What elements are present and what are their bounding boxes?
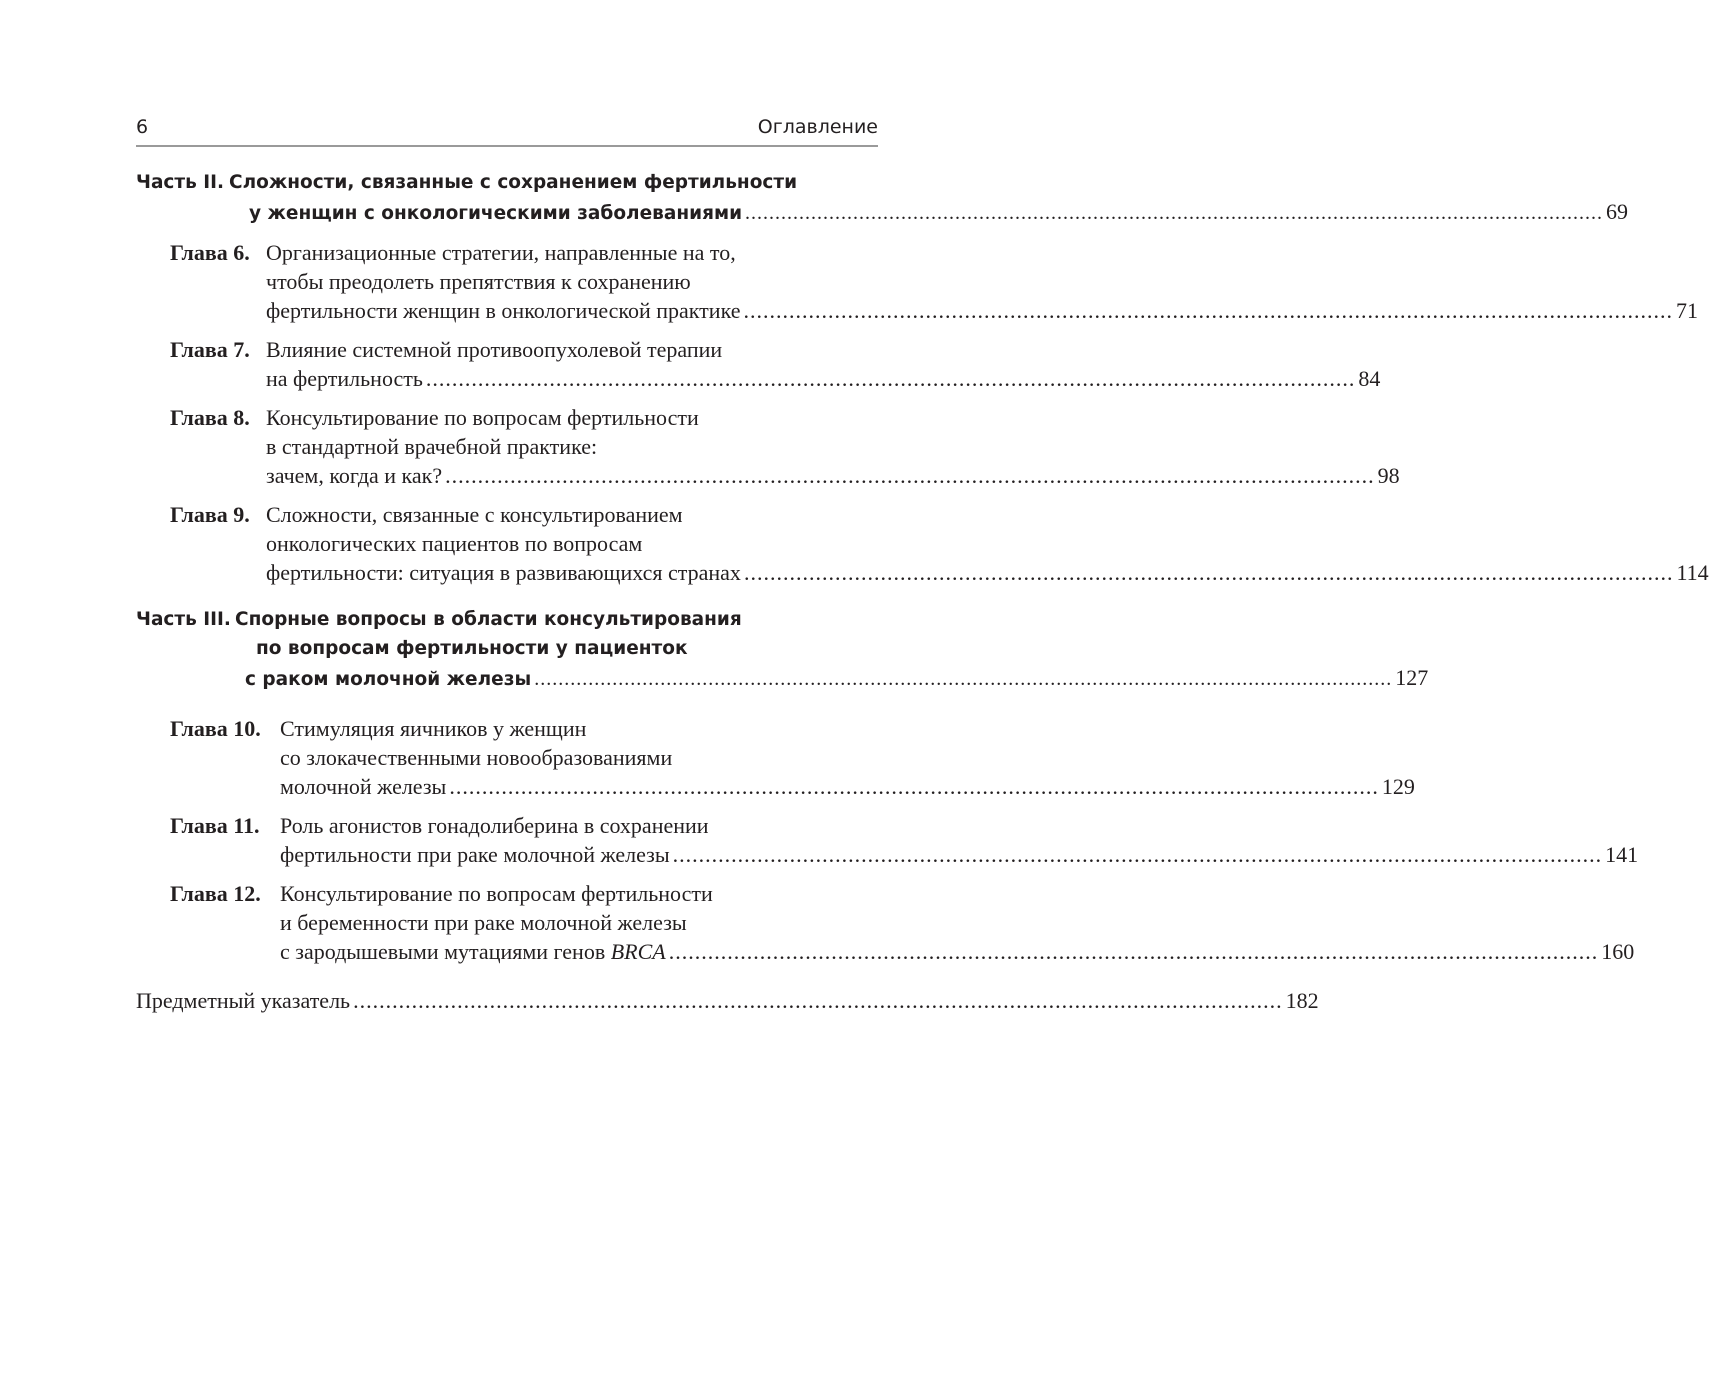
part-title-line-last [136,663,1429,694]
chapter-label: Глава 12. [170,881,261,906]
chapter-title-line: Сложности, связанные с консультированием [266,502,683,527]
page-ref: 69 [1606,199,1629,224]
chapter-title-line-last [136,296,1698,325]
chapter-title-line: и беременности при раке молочной железы [280,910,687,935]
index-label: Предметный указатель [136,988,351,1013]
chapter-title-line: Роль агонистов гонадолиберина в сохранении [280,813,709,838]
chapter-title-line: Консультирование по вопросам фертильности [266,405,699,430]
toc-chapter-7[interactable] [136,335,1381,393]
running-title: Оглавление [757,116,878,138]
part-title-line: Сложности, связанные с сохранением фертильности [229,172,798,193]
chapter-title-plain: с зародышевыми мутациями генов [280,939,606,964]
leader-dots: ............................................................................................................................................... [743,560,1674,585]
part-label: Часть III. [136,609,231,630]
page-header [136,112,878,142]
chapter-title-line: со злокачественными новообразованиями [280,745,673,770]
toc-chapter-8[interactable] [136,403,1400,490]
chapter-label: Глава 10. [170,716,261,741]
chapter-title-text: зачем, когда и как? [266,463,443,488]
toc-chapter-9[interactable] [136,500,1709,587]
chapter-title-line-last [136,461,1400,490]
page-ref: 141 [1605,842,1639,867]
chapter-label: Глава 9. [170,502,250,527]
index-line [136,986,1319,1015]
chapter-title-line: онкологических пациентов по вопросам [266,531,643,556]
chapter-title-line: Организационные стратегии, направленные на то, [266,240,736,265]
toc-chapter-12[interactable] [136,879,1635,966]
chapter-label: Глава 7. [170,337,250,362]
toc-index[interactable] [136,986,1319,1015]
chapter-title-line: Консультирование по вопросам фертильности [280,881,713,906]
toc-chapter-11[interactable] [136,811,1639,869]
part-title-text: у женщин с онкологическими заболеваниями [249,203,743,224]
leader-dots: ............................................................................................................................................... [445,463,1375,488]
page-ref: 114 [1676,560,1709,585]
page-ref: 129 [1381,774,1415,799]
page-number: 6 [136,116,149,138]
chapter-title-line: в стандартной врачебной практике: [266,434,598,459]
leader-dots: ............................................................................................................................................... [668,939,1599,964]
header-rule [136,145,878,147]
leader-dots: ............................................................................................................................................... [534,668,1393,690]
page-ref: 71 [1675,298,1698,323]
page-ref: 182 [1285,988,1319,1013]
chapter-title-line-last [136,772,1415,801]
leader-dots: ............................................................................................................................................... [672,842,1603,867]
chapter-title-line-last [136,937,1635,966]
chapter-label: Глава 11. [170,813,260,838]
chapter-title-line-last [136,558,1709,587]
chapter-title-line: Стимуляция яичников у женщин [280,716,587,741]
part-title-line: Спорные вопросы в области консультирования [235,609,742,630]
part-title-text: с раком молочной железы [245,669,532,690]
chapter-title-text: молочной железы [280,774,447,799]
leader-dots: ............................................................................................................................................... [743,298,1673,323]
toc-chapter-6[interactable] [136,238,1698,325]
table-of-contents [136,168,1709,1015]
chapter-title-line-last [136,364,1381,393]
page-ref: 84 [1358,366,1381,391]
leader-dots: ............................................................................................................................................... [745,202,1604,224]
leader-dots: ............................................................................................................................................... [425,366,1356,391]
chapter-title-text: фертильности: ситуация в развивающихся странах [266,560,741,585]
part-title-line: по вопросам фертильности у пациенток [256,638,688,659]
chapter-title-line-last [136,840,1639,869]
toc-part-2[interactable] [136,168,1629,228]
chapter-title-text [280,937,666,966]
chapter-title-line: Влияние системной противоопухолевой терапии [266,337,723,362]
toc-part-3[interactable] [136,605,1429,694]
gene-name: BRCA [610,939,666,964]
chapter-label: Глава 8. [170,405,250,430]
page-ref: 160 [1601,939,1635,964]
leader-dots: ............................................................................................................................................... [449,774,1379,799]
page-ref: 127 [1395,665,1429,690]
leader-dots: ............................................................................................................................................... [353,988,1283,1013]
chapter-title-text: фертильности женщин в онкологической практике [266,298,741,323]
chapter-label: Глава 6. [170,240,250,265]
chapter-title-text: на фертильность [266,366,423,391]
chapter-title-line: чтобы преодолеть препятствия к сохранению [266,269,691,294]
toc-chapter-10[interactable] [136,714,1415,801]
part-title-line-last [136,197,1629,228]
part-label: Часть II. [136,172,225,193]
page-ref: 98 [1377,463,1400,488]
chapter-title-text: фертильности при раке молочной железы [280,842,670,867]
